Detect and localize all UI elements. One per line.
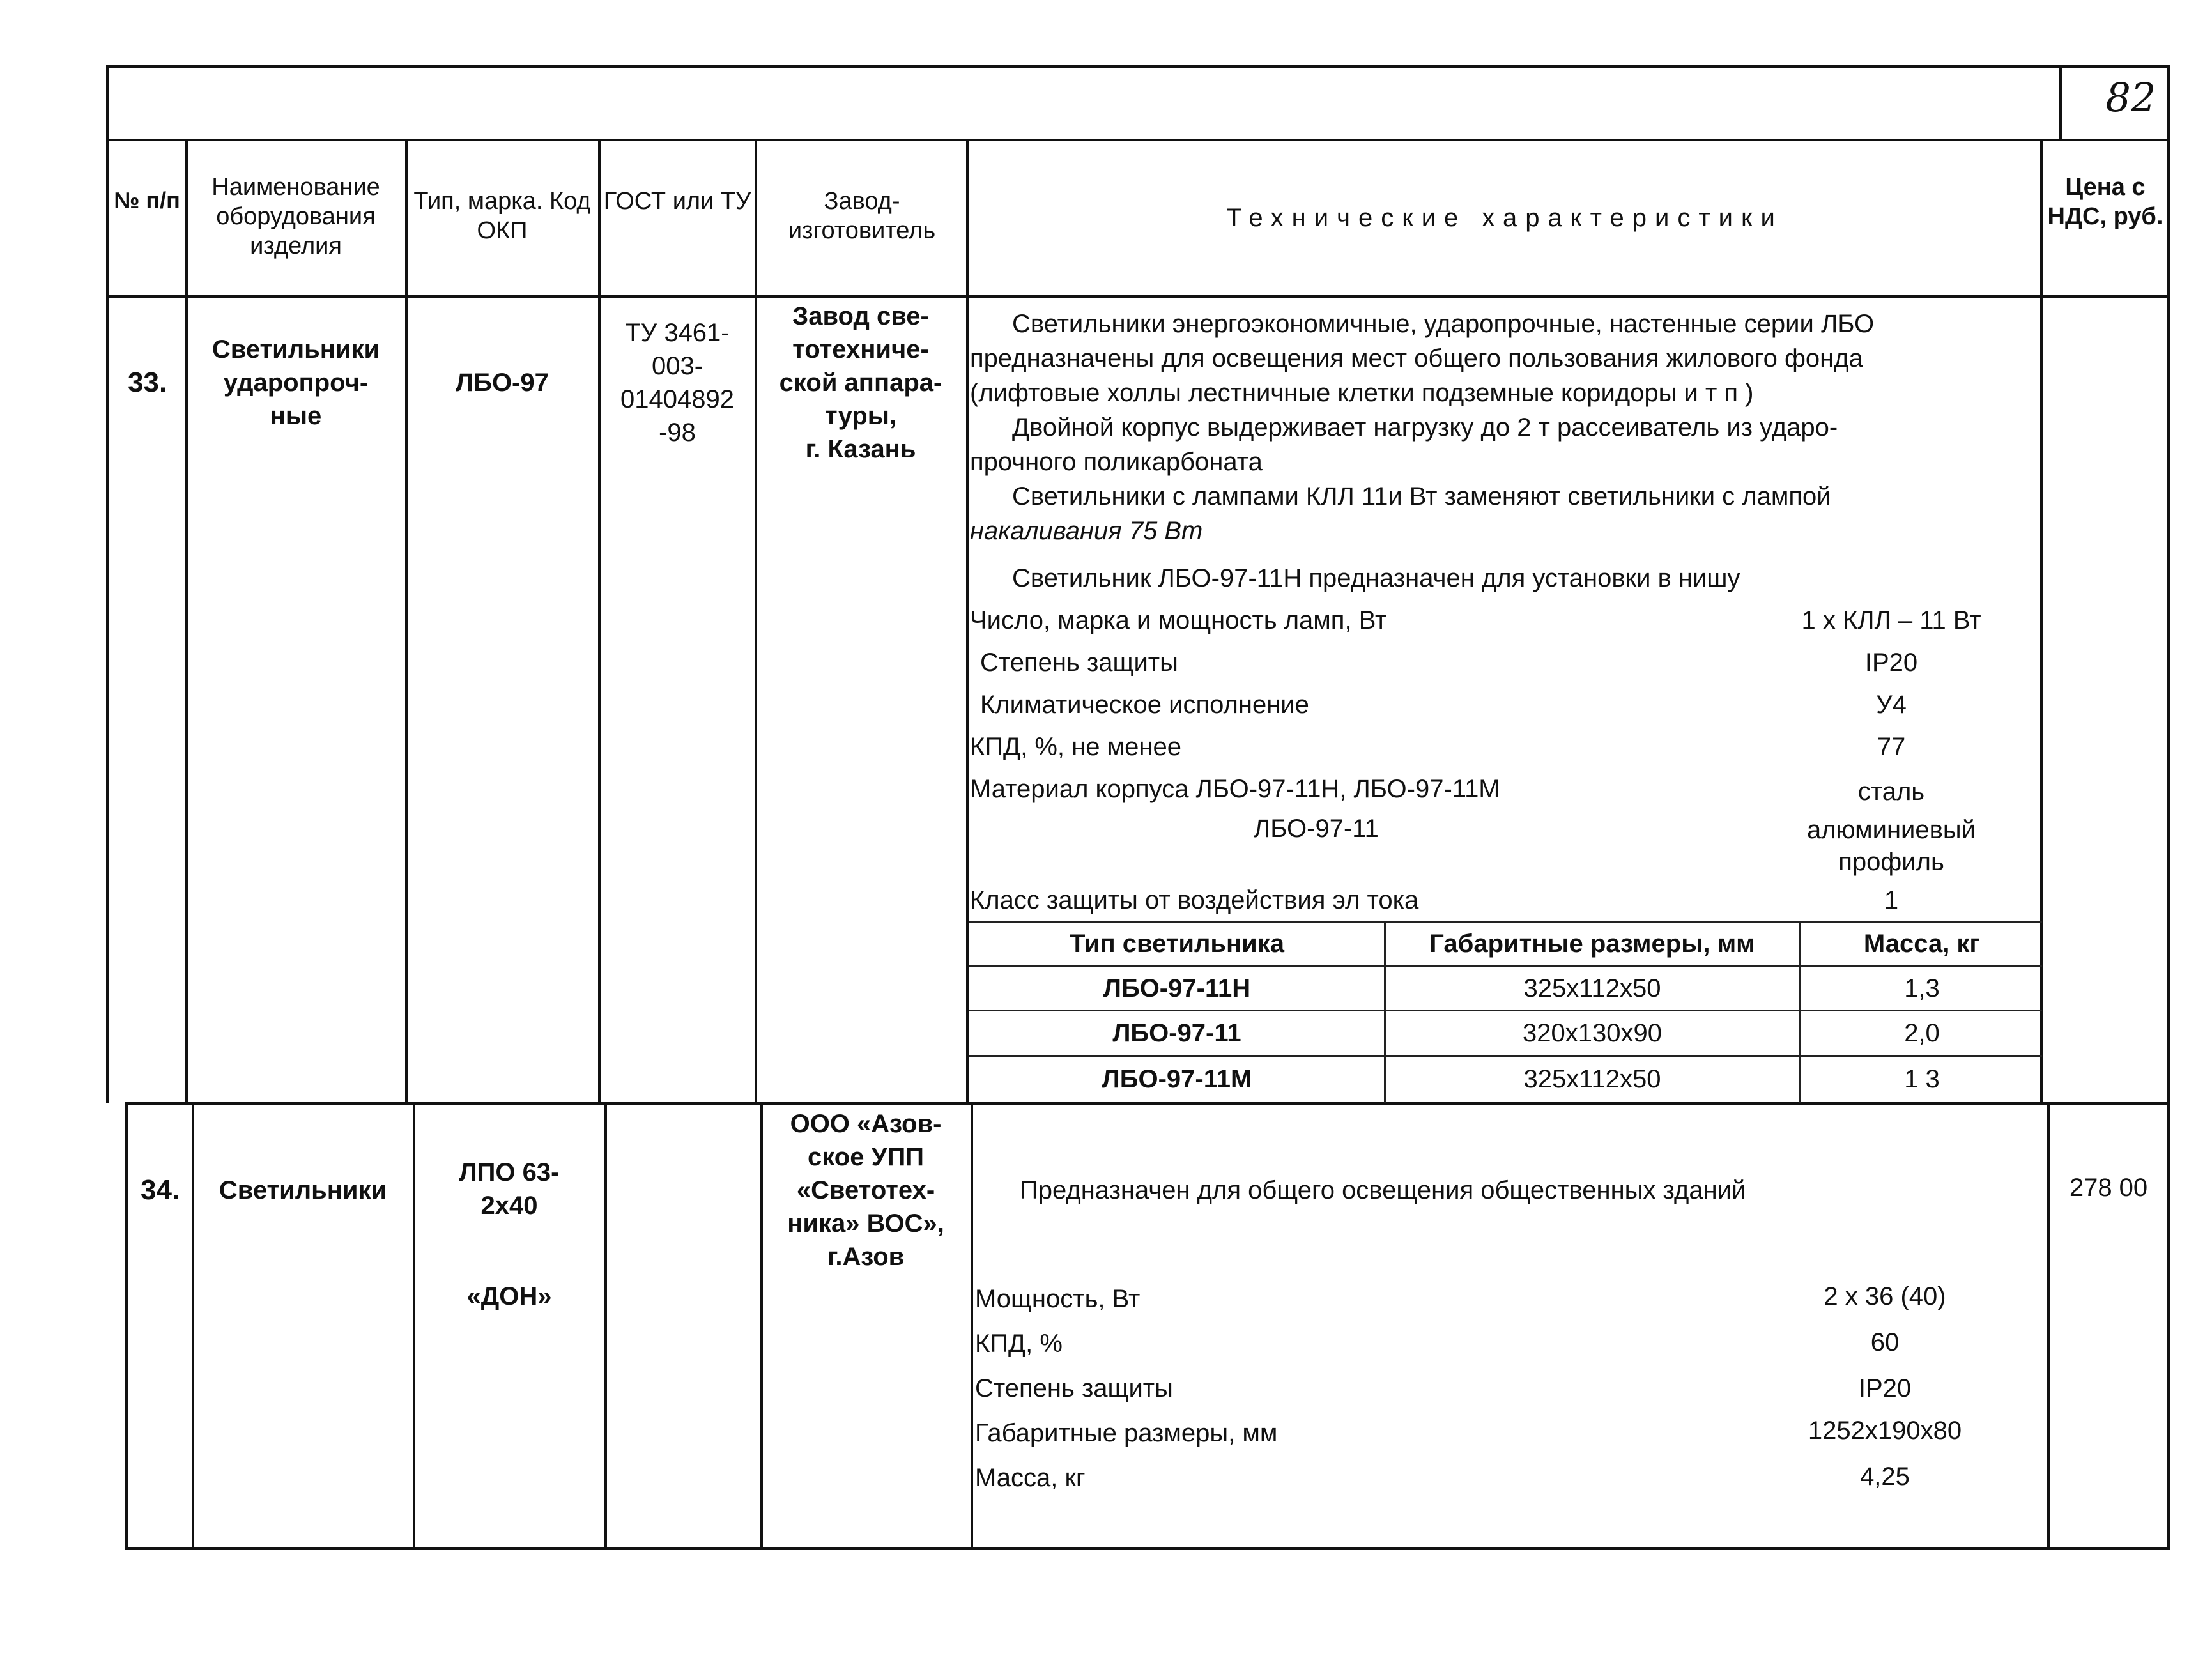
subtable-header: Тип светильника [1070, 930, 1284, 958]
subtable-cell: 1,3 [1904, 974, 1940, 1002]
row33-desc-line: (лифтовые холлы лестничные клетки подземные коридоры и т п ) [970, 379, 1754, 407]
bottom-border [125, 1547, 2170, 1550]
row33-desc-line: накаливания 75 Вт [970, 517, 1203, 545]
row34-spec-label: Степень защиты [975, 1374, 1173, 1402]
row33-spec-value: 1 х КЛЛ – 11 Вт [1801, 606, 1981, 634]
row33-spec-value: 1 [1884, 886, 1899, 914]
header-specs: Технические характеристики [1226, 204, 1783, 232]
row33-spec-value: IP20 [1864, 649, 1918, 677]
col-divider-1 [185, 139, 188, 1103]
row33-type: ЛБО-97 [456, 369, 549, 397]
page-number: 82 [2105, 74, 2156, 121]
row33-spec-value: алюминиевый [1806, 816, 1976, 844]
col-divider-1-lower [192, 1102, 194, 1550]
col-divider-6-lower [2047, 1102, 2050, 1550]
subtable-cell: ЛБО-97-11Н [1103, 974, 1251, 1002]
row34-maker-line: «Светотех- [796, 1176, 935, 1204]
left-border [106, 65, 109, 1103]
row34-spec-value: 4,25 [1860, 1463, 1910, 1491]
row33-spec-value: 77 [1877, 733, 1906, 761]
left-border-lower [125, 1102, 128, 1550]
row34-price: 278 00 [2069, 1174, 2148, 1202]
row33-desc-line: прочного поликарбоната [970, 448, 1263, 476]
header-name: Наименование оборудования изделия [211, 174, 380, 259]
col-divider-3 [598, 139, 601, 1103]
row33-maker-line: Завод све- [792, 302, 929, 330]
subtable-row-1-bottom [969, 1010, 2042, 1011]
subtable-cell: ЛБО-97-11 [1112, 1019, 1241, 1047]
subtable-col-1 [1384, 921, 1386, 1103]
row33-maker-line: туры, [824, 402, 896, 430]
header-num [110, 187, 184, 215]
header-type: Тип, марка. Код ОКП [413, 188, 591, 244]
subtable-header-bottom [969, 965, 2042, 967]
subtable-col-2 [1799, 921, 1801, 1103]
header-price: Цена с НДС, руб. [2047, 174, 2163, 230]
row33-spec-label: ЛБО-97-11 [1254, 815, 1379, 843]
row34-maker-line: ООО «Азов- [790, 1110, 942, 1138]
row33-gost-line: -98 [659, 418, 696, 447]
right-border [2167, 65, 2170, 1550]
subtable-cell: 320х130х90 [1523, 1019, 1662, 1047]
row33-name-line: ные [270, 402, 322, 430]
page-box-divider [2059, 65, 2062, 140]
row34-type-name: «ДОН» [466, 1282, 552, 1310]
header-bottom-border [106, 295, 2170, 298]
header-top-border [106, 139, 2170, 141]
row33-desc-line: предназначены для освещения мест общего пользования жилового фонда [970, 344, 1863, 372]
header-gost: ГОСТ или ТУ [603, 188, 751, 215]
row33-spec-label: Число, марка и мощность ламп, Вт [970, 606, 1387, 634]
row34-spec-value: 1252х190х80 [1808, 1417, 1962, 1445]
row34-spec-label: Масса, кг [975, 1464, 1086, 1492]
subtable-cell: 325х112х50 [1523, 974, 1661, 1002]
row34-type-line: ЛПО 63- [459, 1158, 560, 1186]
row33-spec-value: профиль [1838, 848, 1944, 876]
row33-name-line: ударопроч- [223, 369, 369, 397]
row34-spec-value: 60 [1870, 1328, 1900, 1356]
row33-desc-line: Двойной корпус выдерживает нагрузку до 2 т рассеиватель из ударо- [1012, 413, 1838, 442]
row33-maker-line: ской аппара- [779, 369, 942, 397]
row34-description: Предназначен для общего освещения общественных зданий [1020, 1176, 1746, 1204]
row34-name: Светильники [219, 1176, 387, 1204]
row33-desc-line: Светильники энергоэкономичные, ударопрочные, настенные серии ЛБО [1012, 310, 1875, 338]
row34-maker-line: ское УПП [808, 1143, 924, 1171]
header-maker: Завод-изготовитель [788, 188, 936, 244]
col-divider-5 [966, 139, 969, 1103]
subtable-row-2-bottom [969, 1055, 2042, 1057]
row33-spec-label: Степень защиты [980, 649, 1178, 677]
row33-spec-value: У4 [1876, 691, 1907, 719]
row33-desc-line: Светильники с лампами КЛЛ 11и Вт заменяют светильники с лампой [1012, 482, 1831, 511]
row33-desc-line: Светильник ЛБО-97-11Н предназначен для установки в нишу [1012, 564, 1740, 592]
row33-maker-line: г. Казань [805, 435, 916, 463]
row34-spec-label: Мощность, Вт [975, 1285, 1141, 1313]
row33-gost-line: 003- [651, 352, 703, 380]
row33-gost-line: ТУ 3461- [625, 319, 730, 347]
row33-spec-label: Материал корпуса ЛБО-97-11Н, ЛБО-97-11М [970, 775, 1500, 803]
top-border [106, 65, 2170, 68]
subtable-cell: ЛБО-97-11М [1102, 1065, 1252, 1093]
subtable-cell: 2,0 [1904, 1019, 1940, 1047]
row-divider [125, 1102, 2170, 1105]
col-divider-5-lower [971, 1102, 973, 1550]
subtable-cell: 325х112х50 [1523, 1065, 1661, 1093]
row33-name-line: Светильники [211, 335, 380, 364]
subtable-header: Масса, кг [1863, 930, 1981, 958]
row33-num: 33. [128, 367, 167, 398]
row34-maker-line: г.Азов [827, 1243, 905, 1271]
row34-spec-value: 2 х 36 (40) [1824, 1282, 1946, 1310]
row34-spec-label: Габаритные размеры, мм [975, 1419, 1278, 1447]
col-divider-4 [755, 139, 757, 1103]
header-num-text: № п/п [114, 187, 180, 213]
row33-spec-label: Климатическое исполнение [980, 691, 1309, 719]
col-divider-2 [405, 139, 408, 1103]
col-divider-3-lower [604, 1102, 607, 1550]
subtable-header: Габаритные размеры, мм [1429, 930, 1755, 958]
row33-maker-line: тотехниче- [792, 335, 929, 364]
row34-num: 34. [141, 1174, 180, 1206]
row34-maker-line: ника» ВОС», [787, 1209, 944, 1238]
row33-spec-label: Класс защиты от воздействия эл тока [970, 886, 1419, 914]
row34-type-line: 2х40 [480, 1192, 538, 1220]
row34-spec-label: КПД, % [975, 1330, 1063, 1358]
row33-spec-label: КПД, %, не менее [970, 733, 1181, 761]
row34-spec-value: IP20 [1858, 1374, 1912, 1402]
row33-spec-value: сталь [1857, 778, 1925, 806]
subtable-top [969, 921, 2042, 923]
row33-gost-line: 01404892 [620, 385, 734, 413]
subtable-cell: 1 3 [1904, 1065, 1940, 1093]
